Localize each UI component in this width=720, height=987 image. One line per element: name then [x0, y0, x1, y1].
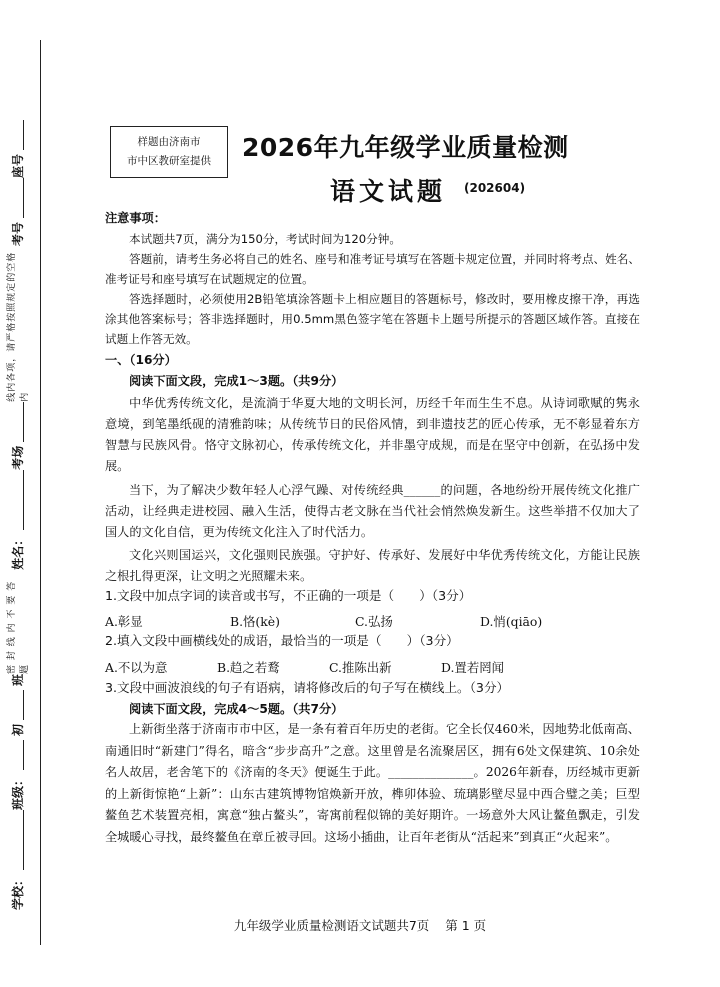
notice-heading: 注意事项：	[105, 211, 166, 225]
q2-option-c[interactable]: C.推陈出新	[329, 660, 392, 675]
question-3: 3.文段中画波浪线的句子有语病，请将修改后的句子写在横线上。（3分）	[105, 680, 510, 695]
exam-room-label: 考场	[10, 445, 25, 470]
passage-2-paragraph: 上新街坐落于济南市市中区，是一条有着百年历史的老街。它全长仅460米，因地势北低南高、南通旧时“新建门”得名，暗含“步步高升”之意。这里曾是名流聚居区，拥有6处文保建筑、10余处名人故居，老舍笔下的《济南的冬天》便诞生于此。______________。2026年新春，历经城市更新的上新街惊艳“上新”：山东古建筑博物馆焕新开放，榫卯体验、琉璃影壁尽显中西合璧之美；巨型鳌鱼艺术装置亮相，寓意“独占鳌头”，寄寓前程似锦的美好期许。一场意外大风让鳌鱼飘走，引发全城暖心寻找，最终鳌鱼在章丘被寻回。这场小插曲，让百年老街从“活起来”到真正“火起来”。	[105, 722, 640, 844]
section-1-heading: 一、（16分）	[105, 353, 177, 367]
exam-no-field[interactable]	[9, 178, 26, 246]
q1-option-b[interactable]: B.恪(kè)	[230, 614, 280, 629]
binding-margin	[0, 0, 44, 987]
seal-warning: 密 封 线 内 不 要 答 题	[7, 580, 30, 674]
q1-option-a[interactable]: A.彰显	[105, 614, 143, 629]
provider-box	[110, 126, 228, 178]
school-label: 学校：	[10, 873, 25, 910]
name-label: 姓名：	[10, 533, 25, 570]
exam-code: (202604)	[464, 181, 526, 195]
page-footer	[0, 916, 720, 934]
q1-option-d[interactable]: D.悄(qiāo)	[480, 614, 543, 629]
exam-title: 2026年九年级学业质量检测	[242, 133, 569, 162]
class-label: 班级：	[10, 773, 25, 810]
footer-page-number: 第 1 页	[445, 918, 487, 933]
question-2-options	[105, 658, 645, 676]
provider-line-2: 市中区教研室提供	[127, 155, 211, 167]
passage-1-paragraph-3: 文化兴则国运兴，文化强则民族强。守护好、传承好、发展好中华优秀传统文化，方能让民族之根扎得更深，让文明之光照耀未来。	[105, 548, 640, 583]
grade-label: 初	[10, 723, 25, 736]
name-field[interactable]	[9, 470, 26, 570]
school-field[interactable]	[9, 810, 26, 910]
q2-option-a[interactable]: A.不以为意	[105, 660, 168, 675]
notice-paragraph-2: 答题前，请考生务必将自己的姓名、座号和准考证号填写在答题卡规定位置，并同时将考点、姓名、准考证号和座号填写在试题规定的位置。	[105, 252, 640, 286]
passage-1-paragraph-2: 当下，为了解决少数年轻人心浮气躁、对传统经典______的问题，各地纷纷开展传统文化推广活动，让经典走进校园、融入生活，使得古老文脉在当代社会悄然焕发新生。这些举措不仅加大了国人的文化自信，更为传统文化注入了时代活力。	[105, 483, 640, 539]
q2-option-b[interactable]: B.趋之若鹜	[217, 660, 280, 675]
notice-paragraph-1: 本试题共7页，满分为150分，考试时间为120分钟。	[129, 232, 401, 246]
provider-line-1: 样题由济南市	[137, 136, 201, 148]
seal-line	[40, 40, 41, 945]
q1-option-c[interactable]: C.弘扬	[355, 614, 393, 629]
exam-no-label: 考号	[10, 222, 25, 247]
question-1: 1.文段中加点字词的读音或书写，不正确的一项是（ ）（3分）	[105, 588, 472, 603]
passage-1-paragraph-1: 中华优秀传统文化，是流淌于华夏大地的文明长河，历经千年而生生不息。从诗词歌赋的隽永意境，到笔墨纸砚的清雅韵味；从传统节日的民俗风情，到非遗技艺的匠心传承，无不彰显着东方智慧与民族风骨。恪守文脉初心，传承传统文化，并非墨守成规，而是在坚守中创新，在弘扬中发展。	[105, 396, 640, 473]
reading-2-instruction: 阅读下面文段，完成4～5题。（共7分）	[129, 702, 344, 716]
reading-1-instruction: 阅读下面文段，完成1～3题。（共9分）	[129, 374, 344, 388]
question-1-options	[105, 612, 645, 630]
class-field[interactable]	[9, 674, 26, 810]
exam-subtitle: 语文试题	[330, 177, 447, 206]
notice-paragraph-3: 答选择题时，必须使用2B铅笔填涂答题卡上相应题目的答题标号，修改时，要用橡皮擦干净，再选涂其他答案标号；答非选择题时，用0.5mm黑色签字笔在答题卡上题号所提示的答题区域作答。直接在试题上作答无效。	[105, 292, 640, 346]
seat-label: 座号	[10, 154, 25, 179]
question-2: 2.填入文段中画横线处的成语，最恰当的一项是（ ）（3分）	[105, 633, 459, 648]
footer-total-pages: 九年级学业质量检测语文试题共7页	[233, 918, 430, 933]
class-suffix-label: 班	[10, 673, 25, 686]
fill-instruction: 线内各项，请严格按照规定的空格内	[7, 251, 30, 402]
seat-field[interactable]	[9, 120, 26, 178]
q2-option-d[interactable]: D.置若罔闻	[441, 660, 504, 675]
exam-room-field[interactable]	[9, 402, 26, 470]
